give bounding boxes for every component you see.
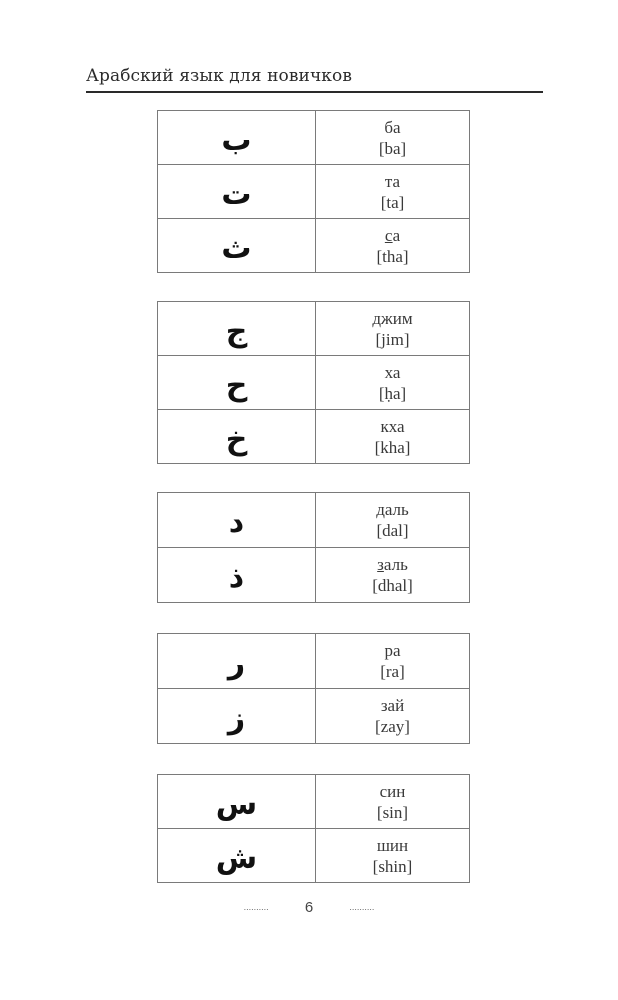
transliteration-cell <box>316 689 470 744</box>
table-row <box>158 829 470 883</box>
letter-name: кха <box>380 416 405 436</box>
letter-name-rest: аль <box>383 555 408 574</box>
table-row <box>158 548 470 603</box>
table-row <box>158 775 470 829</box>
arabic-letter: ر <box>158 634 316 689</box>
transliteration-cell <box>316 302 470 356</box>
transliteration-cell <box>316 775 470 829</box>
letter-name-rest: а <box>392 225 401 245</box>
letter-name: даль <box>376 500 409 519</box>
table-row <box>158 111 470 165</box>
transliteration-cell <box>316 410 470 464</box>
arabic-letter: ج <box>158 302 316 356</box>
letter-name: зай <box>380 696 405 715</box>
letter-name: ра <box>384 641 401 660</box>
letter-latin: [shin] <box>372 856 413 876</box>
letter-name: та <box>384 171 401 191</box>
letter-latin: [dhal] <box>372 576 413 595</box>
arabic-letter: ح <box>158 356 316 410</box>
page-footer <box>0 898 618 916</box>
transliteration-cell <box>316 493 470 548</box>
letter-latin: [tha] <box>376 246 409 266</box>
letter-name: ха <box>384 362 401 382</box>
letter-latin: [jim] <box>375 329 410 349</box>
footer-ornament-left: .......... <box>243 902 269 913</box>
letter-latin: [zay] <box>375 717 410 736</box>
arabic-letter: س <box>158 775 316 829</box>
letter-name: джим <box>372 308 413 328</box>
transliteration-cell <box>316 165 470 219</box>
underlined-char: з <box>377 555 384 574</box>
table-row <box>158 302 470 356</box>
table-row <box>158 689 470 744</box>
transliteration-cell <box>316 356 470 410</box>
letter-latin: [ḥa] <box>378 383 407 403</box>
letter-latin: [ra] <box>380 662 405 681</box>
letter-table-4 <box>157 633 470 744</box>
letter-name <box>316 225 469 246</box>
letter-name <box>316 554 469 575</box>
letter-latin: [kha] <box>374 437 411 457</box>
letter-table-2 <box>157 301 470 464</box>
transliteration-cell <box>316 829 470 883</box>
letter-table-5 <box>157 774 470 883</box>
letter-name: син <box>379 781 406 801</box>
transliteration-cell <box>316 111 470 165</box>
underlined-char: с <box>384 225 393 245</box>
table-row <box>158 356 470 410</box>
letter-latin: [sin] <box>376 802 409 822</box>
letter-latin: [dal] <box>376 521 409 540</box>
table-row <box>158 165 470 219</box>
letter-name: шин <box>376 835 409 855</box>
letter-table-3 <box>157 492 470 603</box>
arabic-letter: خ <box>158 410 316 464</box>
table-row <box>158 493 470 548</box>
running-head: Арабский язык для новичков <box>86 66 353 86</box>
arabic-letter: ذ <box>158 548 316 603</box>
letter-name: ба <box>384 117 401 137</box>
arabic-letter: ز <box>158 689 316 744</box>
table-row <box>158 410 470 464</box>
arabic-letter: ش <box>158 829 316 883</box>
transliteration-cell <box>316 548 470 603</box>
letter-latin: [ba] <box>378 138 407 158</box>
transliteration-cell <box>316 219 470 273</box>
letter-latin: [ta] <box>380 192 405 212</box>
arabic-letter: ث <box>158 219 316 273</box>
footer-ornament-right: .......... <box>349 902 375 913</box>
table-row <box>158 219 470 273</box>
transliteration-cell <box>316 634 470 689</box>
arabic-letter: د <box>158 493 316 548</box>
header-rule <box>86 91 543 93</box>
arabic-letter: ت <box>158 165 316 219</box>
arabic-letter: ب <box>158 111 316 165</box>
table-row <box>158 634 470 689</box>
letter-table-1 <box>157 110 470 273</box>
page-number: 6 <box>304 898 314 916</box>
